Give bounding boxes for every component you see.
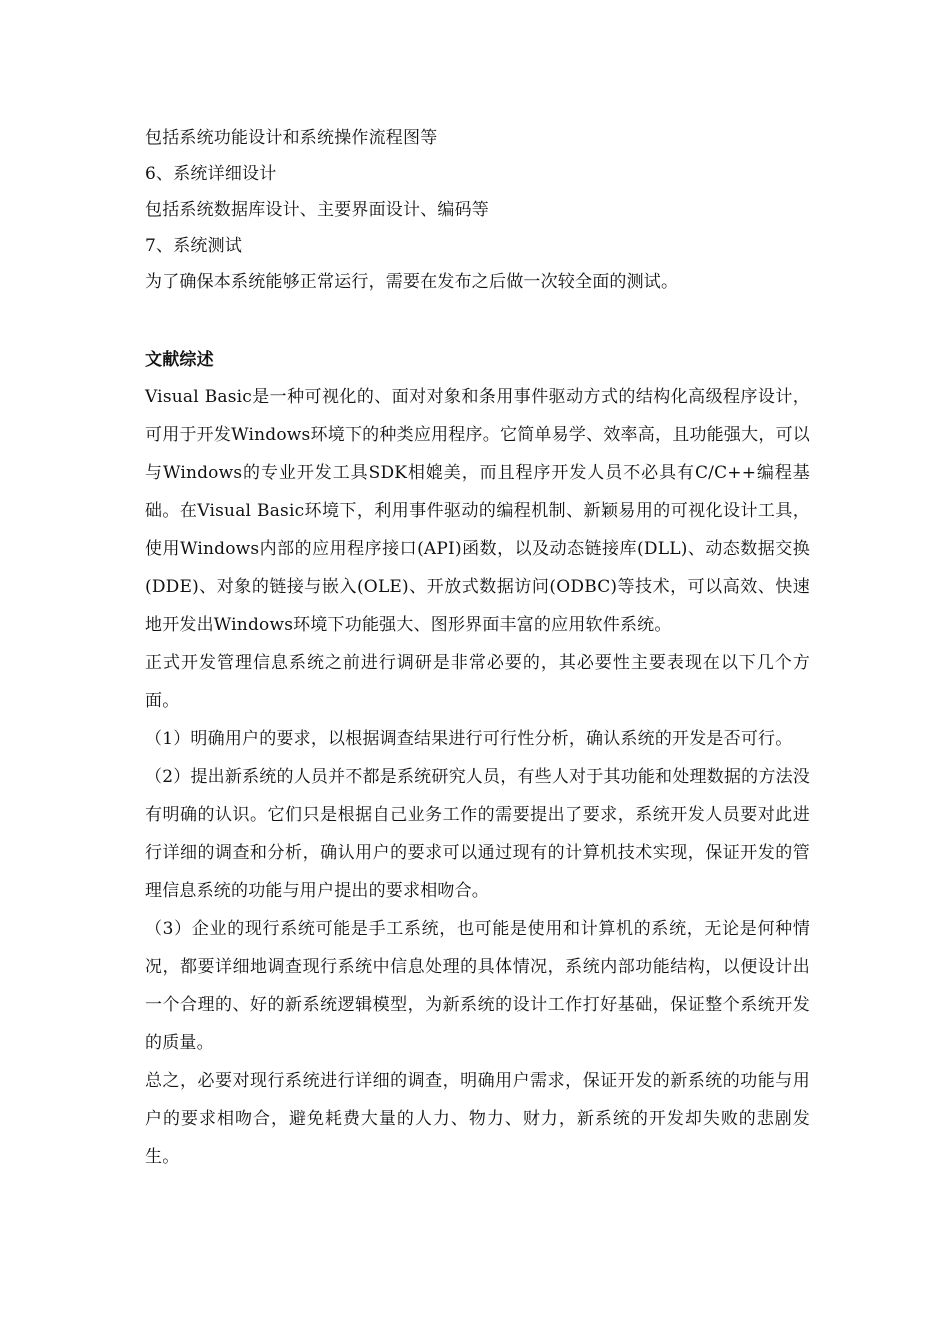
paragraph-point-2: （2）提出新系统的人员并不都是系统研究人员，有些人对于其功能和处理数据的方法没有明确的认识。它们只是根据自己业务工作的需要提出了要求，系统开发人员要对此进行详细的调查和分析，确认用户的要求可以通过现有的计算机技术实现，保证开发的管理信息系统的功能与用户提出的要求相吻合。 <box>145 767 810 901</box>
section-item-7: 7、系统测试 <box>145 236 243 256</box>
section-item-6: 6、系统详细设计 <box>145 164 277 184</box>
paragraph-visual-basic: Visual Basic是一种可视化的、面对对象和条用事件驱动方式的结构化高级程序设计，可用于开发Windows环境下的种类应用程序。它简单易学、效率高，且功能强大，可以与Windows的专业开发工具SDK相媲美，而且程序开发人员不必具有C/C++编程基础。在Visual Basic环境下，利用事件驱动的编程机制、新颖易用的可视化设计工具，使用Windows内部的应用程序接口(API)函数，以及动态链接库(DLL)、动态数据交换(DDE)、对象的链接与嵌入(OLE)、开放式数据访问(ODBC)等技术，可以高效、快速地开发出Windows环境下功能强大、图形界面丰富的应用软件系统。 <box>145 387 810 635</box>
paragraph-research-intro: 正式开发管理信息系统之前进行调研是非常必要的，其必要性主要表现在以下几个方面。 <box>145 653 810 711</box>
text-line: 为了确保本系统能够正常运行，需要在发布之后做一次较全面的测试。 <box>145 272 679 292</box>
document-body <box>145 120 810 1176</box>
paragraph-point-1: （1）明确用户的要求，以根据调查结果进行可行性分析，确认系统的开发是否可行。 <box>145 729 793 749</box>
paragraph-summary: 总之，必要对现行系统进行详细的调查，明确用户需求，保证开发的新系统的功能与用户的要求相吻合，避免耗费大量的人力、物力、财力，新系统的开发却失败的悲剧发生。 <box>145 1071 810 1167</box>
section-heading: 文献综述 <box>145 350 214 370</box>
text-line: 包括系统数据库设计、主要界面设计、编码等 <box>145 200 489 220</box>
paragraph-point-3: （3）企业的现行系统可能是手工系统，也可能是使用和计算机的系统，无论是何种情况，都要详细地调查现行系统中信息处理的具体情况，系统内部功能结构，以便设计出一个合理的、好的新系统逻辑模型，为新系统的设计工作打好基础，保证整个系统开发的质量。 <box>145 919 810 1053</box>
text-line: 包括系统功能设计和系统操作流程图等 <box>145 128 438 148</box>
